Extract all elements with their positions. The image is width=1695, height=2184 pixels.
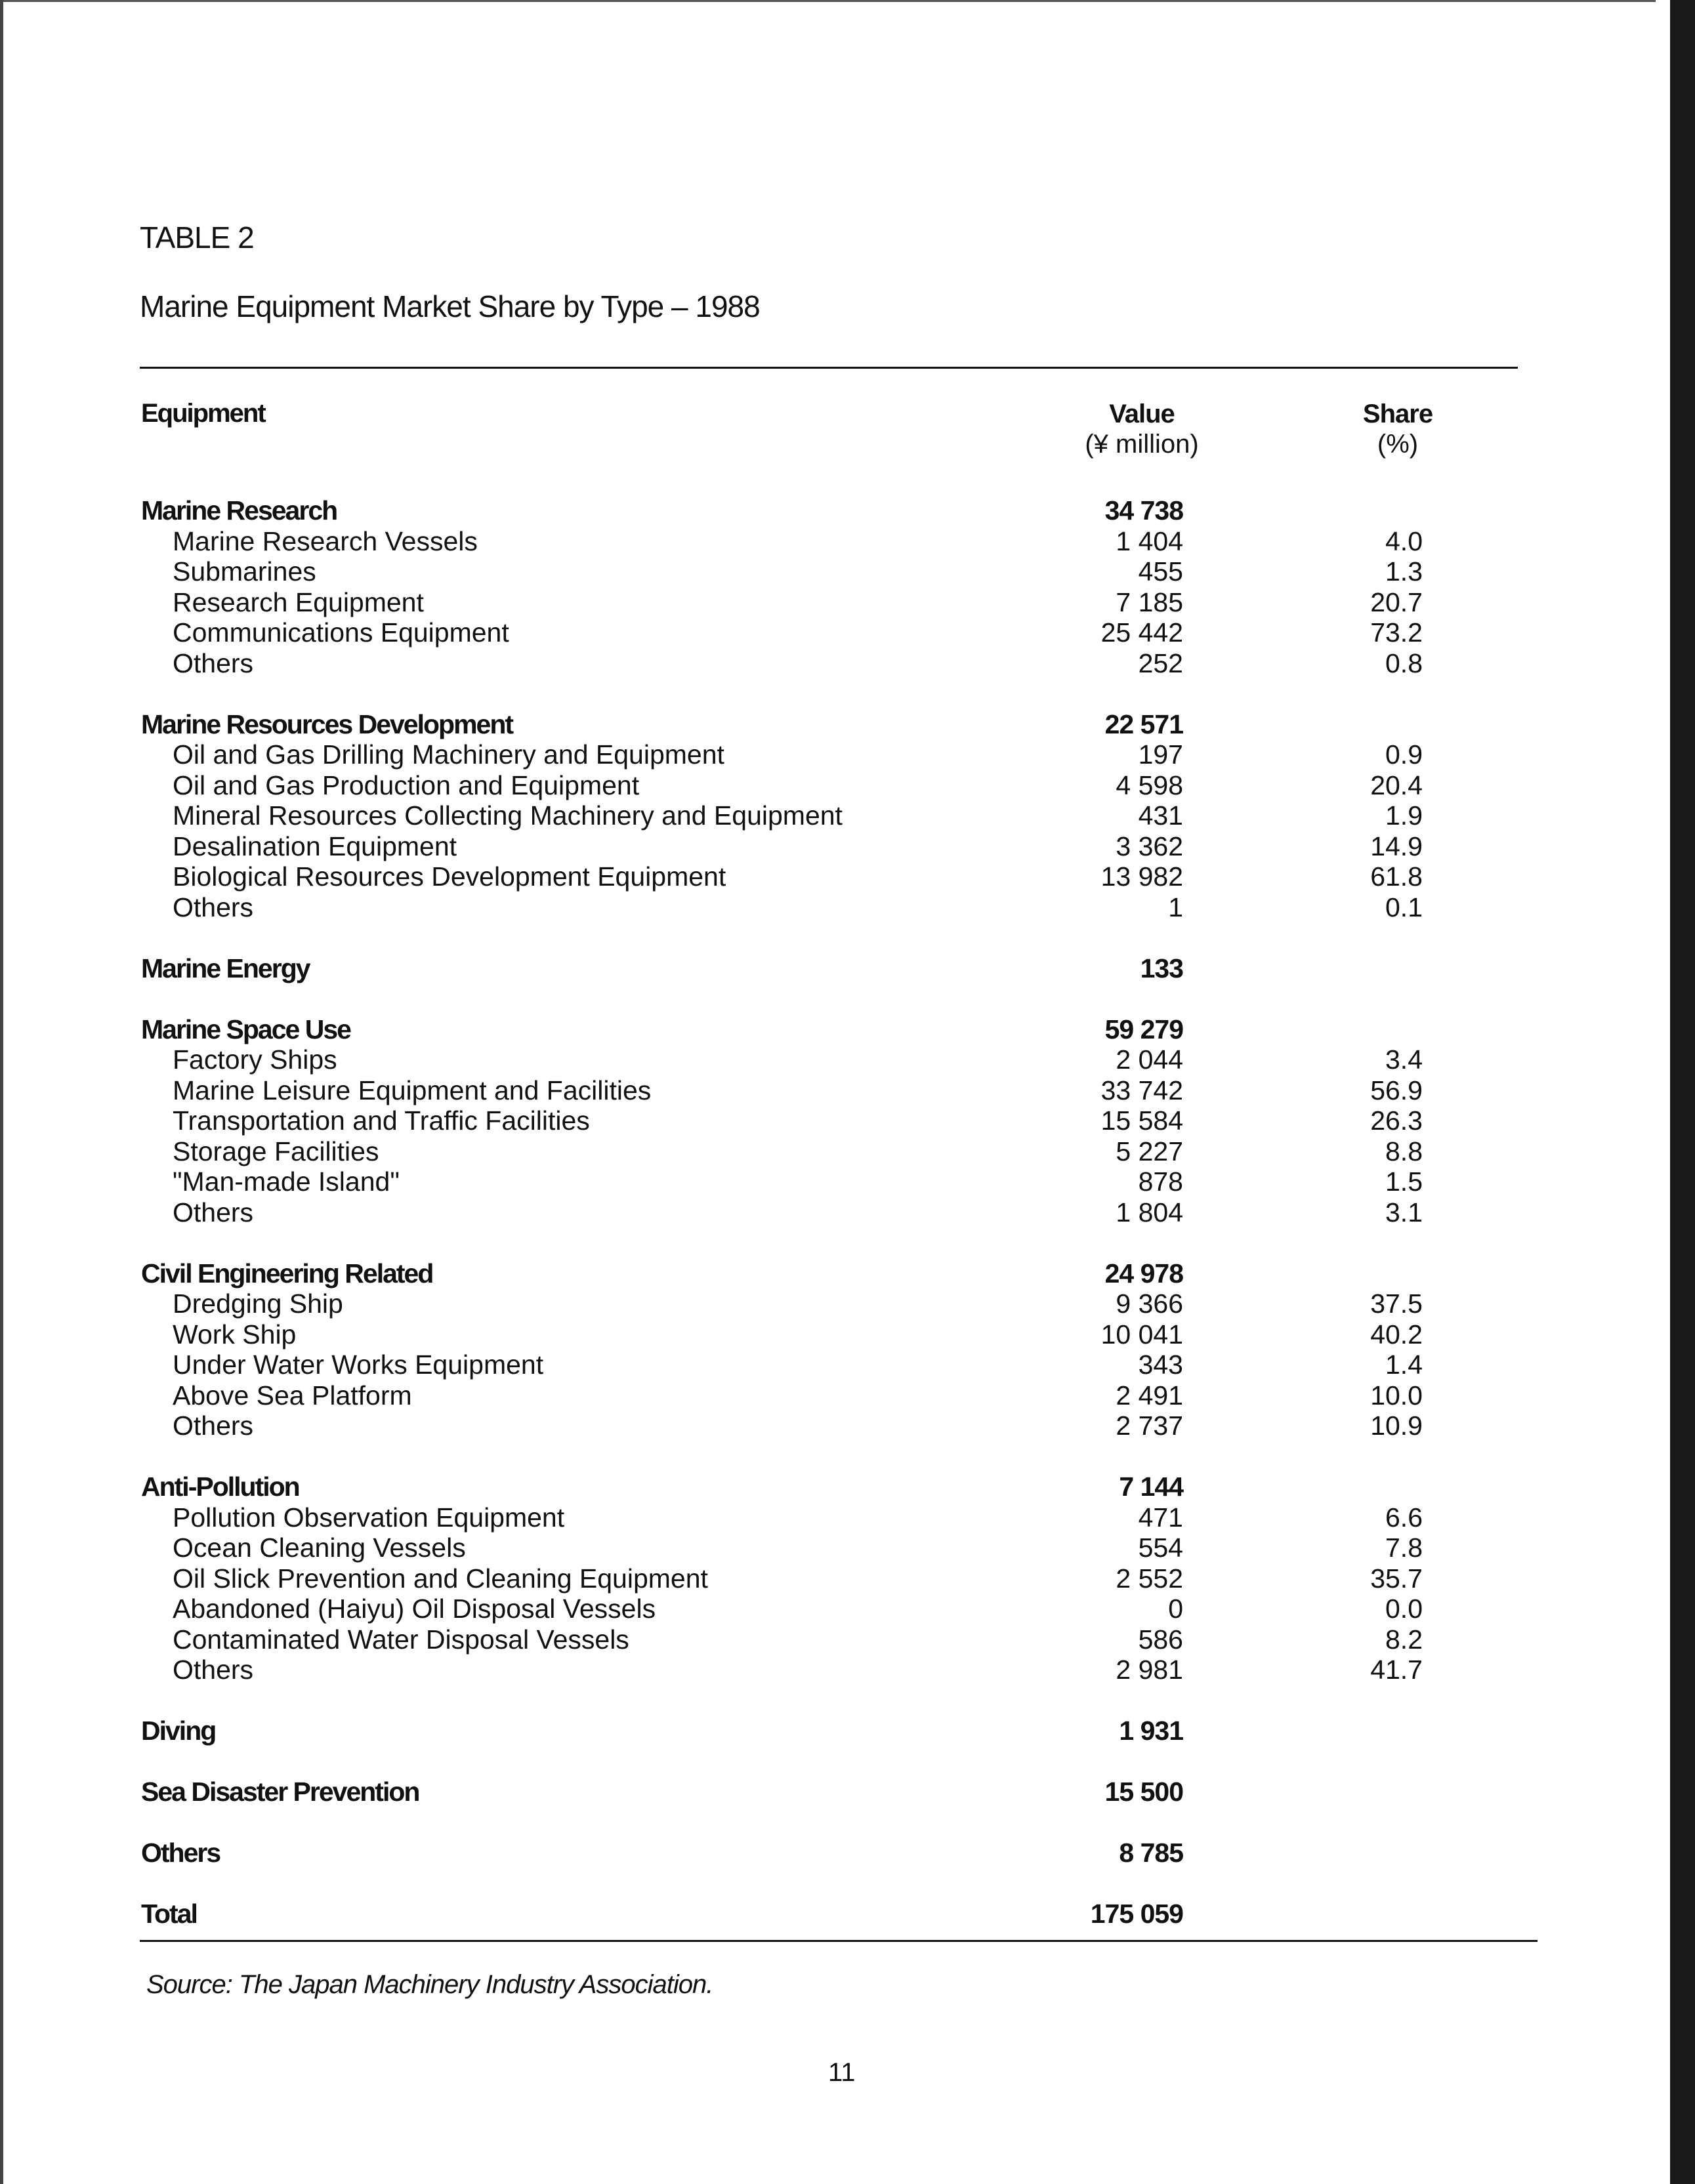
item-value: 431 (1138, 800, 1183, 831)
item-share: 1.3 (1385, 556, 1423, 587)
table-row (0, 1044, 1695, 1075)
table-row (0, 770, 1695, 801)
table-row (0, 1533, 1695, 1563)
category-value: 59 279 (1104, 1014, 1183, 1044)
item-name: Contaminated Water Disposal Vessels (173, 1624, 629, 1655)
category-name: Marine Energy (141, 953, 310, 983)
category-row (0, 1716, 1695, 1746)
table-title: Marine Equipment Market Share by Type – 1988 (140, 289, 760, 323)
item-value: 2 491 (1116, 1380, 1183, 1411)
item-name: Research Equipment (173, 587, 424, 617)
item-share: 1.5 (1385, 1166, 1423, 1197)
item-value: 10 041 (1100, 1319, 1183, 1350)
item-share: 8.2 (1385, 1624, 1423, 1655)
category-row (0, 709, 1695, 740)
item-share: 14.9 (1370, 831, 1423, 861)
item-name: Desalination Equipment (173, 831, 457, 861)
item-value: 33 742 (1100, 1075, 1183, 1105)
table-row (0, 1655, 1695, 1685)
item-name: Mineral Resources Collecting Machinery and Equipment (173, 800, 843, 831)
item-share: 1.9 (1385, 800, 1423, 831)
table-row (0, 556, 1695, 587)
item-share: 41.7 (1370, 1655, 1423, 1685)
item-name: Others (173, 1197, 254, 1227)
item-value: 343 (1138, 1350, 1183, 1380)
table-row (0, 1563, 1695, 1594)
category-value: 8 785 (1119, 1838, 1183, 1868)
group-spacer (0, 1685, 1695, 1716)
group-spacer (0, 983, 1695, 1014)
category-row (0, 1838, 1695, 1868)
table-row (0, 1319, 1695, 1350)
item-value: 2 552 (1116, 1563, 1183, 1594)
item-share: 56.9 (1370, 1075, 1423, 1105)
group-spacer (0, 1807, 1695, 1838)
item-name: Oil Slick Prevention and Cleaning Equipment (173, 1563, 708, 1594)
group-spacer (0, 678, 1695, 709)
item-name: Pollution Observation Equipment (173, 1502, 565, 1533)
table-row (0, 1166, 1695, 1197)
category-row (0, 1777, 1695, 1807)
item-share: 10.0 (1370, 1380, 1423, 1411)
item-name: Oil and Gas Production and Equipment (173, 770, 640, 800)
page-number: 11 (828, 2058, 856, 2087)
item-share: 0.0 (1385, 1594, 1423, 1624)
category-row (0, 1258, 1695, 1289)
item-value: 455 (1138, 556, 1183, 587)
table-row (0, 1136, 1695, 1167)
table-row (0, 1105, 1695, 1136)
value-header-label: Value (1109, 400, 1175, 428)
category-value: 24 978 (1104, 1258, 1183, 1288)
item-share: 20.4 (1370, 770, 1423, 800)
table-row (0, 1350, 1695, 1380)
item-share: 3.4 (1385, 1044, 1423, 1075)
table-row (0, 617, 1695, 648)
item-name: Above Sea Platform (173, 1380, 412, 1411)
category-row (0, 953, 1695, 984)
table-row (0, 739, 1695, 770)
group-spacer (0, 1868, 1695, 1899)
group-spacer (0, 1746, 1695, 1777)
category-name: Diving (141, 1716, 216, 1746)
table-row (0, 1411, 1695, 1441)
item-name: Communications Equipment (173, 617, 509, 648)
item-share: 8.8 (1385, 1136, 1423, 1166)
item-name: Submarines (173, 556, 316, 587)
item-name: Factory Ships (173, 1044, 337, 1075)
market-share-table (0, 495, 1695, 1929)
item-value: 3 362 (1116, 831, 1183, 861)
item-share: 73.2 (1370, 617, 1423, 648)
table-row (0, 1624, 1695, 1655)
item-name: Dredging Ship (173, 1288, 343, 1319)
category-value: 15 500 (1104, 1777, 1183, 1807)
category-value: 22 571 (1104, 709, 1183, 739)
item-value: 1 404 (1116, 525, 1183, 556)
item-value: 252 (1138, 648, 1183, 678)
item-value: 15 584 (1100, 1105, 1183, 1136)
item-value: 2 737 (1116, 1411, 1183, 1441)
table-row (0, 861, 1695, 892)
table-row (0, 1075, 1695, 1106)
item-share: 10.9 (1370, 1411, 1423, 1441)
item-value: 1 (1168, 892, 1183, 922)
scan-edge-top (0, 0, 1695, 2)
total-row (0, 1899, 1695, 1929)
item-share: 37.5 (1370, 1288, 1423, 1319)
item-value: 197 (1138, 739, 1183, 770)
item-name: Ocean Cleaning Vessels (173, 1533, 466, 1563)
table-row (0, 800, 1695, 831)
item-name: Marine Research Vessels (173, 525, 478, 556)
category-name: Others (141, 1838, 220, 1868)
item-share: 61.8 (1370, 861, 1423, 892)
item-share: 0.9 (1385, 739, 1423, 770)
item-value: 1 804 (1116, 1197, 1183, 1227)
item-name: Storage Facilities (173, 1136, 379, 1166)
item-value: 586 (1138, 1624, 1183, 1655)
item-name: Biological Resources Development Equipment (173, 861, 726, 892)
table-row (0, 1197, 1695, 1228)
category-name: Civil Engineering Related (141, 1258, 433, 1288)
item-share: 40.2 (1370, 1319, 1423, 1350)
item-share: 3.1 (1385, 1197, 1423, 1227)
group-spacer (0, 1227, 1695, 1258)
item-name: Abandoned (Haiyu) Oil Disposal Vessels (173, 1594, 656, 1624)
item-value: 2 981 (1116, 1655, 1183, 1685)
item-name: Under Water Works Equipment (173, 1350, 544, 1380)
table-row (0, 1380, 1695, 1411)
value-header-unit: (¥ million) (1085, 430, 1199, 459)
total-value: 175 059 (1090, 1899, 1183, 1929)
category-row (0, 495, 1695, 526)
table-row (0, 892, 1695, 923)
value-column-header (1040, 399, 1244, 459)
item-value: 878 (1138, 1166, 1183, 1197)
table-label: TABLE 2 (140, 220, 254, 255)
item-value: 13 982 (1100, 861, 1183, 892)
category-name: Anti-Pollution (141, 1472, 299, 1502)
item-value: 5 227 (1116, 1136, 1183, 1166)
category-name: Marine Resources Development (141, 709, 513, 739)
item-name: Marine Leisure Equipment and Facilities (173, 1075, 652, 1105)
table-row (0, 1288, 1695, 1319)
category-value: 34 738 (1104, 495, 1183, 525)
table-row (0, 831, 1695, 862)
category-value: 1 931 (1119, 1716, 1183, 1746)
category-name: Marine Space Use (141, 1014, 350, 1044)
bottom-rule (140, 1940, 1538, 1942)
item-value: 554 (1138, 1533, 1183, 1563)
table-row (0, 1594, 1695, 1624)
item-value: 4 598 (1116, 770, 1183, 800)
item-share: 0.8 (1385, 648, 1423, 678)
table-row (0, 526, 1695, 557)
source-note: Source: The Japan Machinery Industry Association. (146, 1970, 713, 1999)
item-share: 35.7 (1370, 1563, 1423, 1594)
equipment-column-header: Equipment (141, 399, 265, 428)
item-share: 6.6 (1385, 1502, 1423, 1533)
item-value: 471 (1138, 1502, 1183, 1533)
item-share: 7.8 (1385, 1533, 1423, 1563)
total-label: Total (141, 1899, 197, 1929)
item-name: Work Ship (173, 1319, 297, 1350)
category-row (0, 1014, 1695, 1045)
item-value: 9 366 (1116, 1288, 1183, 1319)
item-share: 26.3 (1370, 1105, 1423, 1136)
table-row (0, 587, 1695, 618)
item-share: 20.7 (1370, 587, 1423, 617)
category-value: 133 (1140, 953, 1183, 983)
item-value: 7 185 (1116, 587, 1183, 617)
group-spacer (0, 1441, 1695, 1472)
category-row (0, 1472, 1695, 1502)
item-name: Oil and Gas Drilling Machinery and Equipment (173, 739, 724, 770)
category-name: Sea Disaster Prevention (141, 1777, 419, 1807)
item-value: 2 044 (1116, 1044, 1183, 1075)
category-name: Marine Research (141, 495, 337, 525)
item-name: "Man-made Island" (173, 1166, 400, 1197)
share-column-header (1332, 399, 1463, 459)
share-header-label: Share (1362, 400, 1433, 428)
item-value: 0 (1168, 1594, 1183, 1624)
table-row (0, 1502, 1695, 1533)
table-header (0, 399, 1695, 471)
item-name: Others (173, 892, 254, 922)
category-value: 7 144 (1119, 1472, 1183, 1502)
item-name: Transportation and Traffic Facilities (173, 1105, 590, 1136)
share-header-unit: (%) (1377, 430, 1419, 459)
item-share: 1.4 (1385, 1350, 1423, 1380)
item-share: 4.0 (1385, 525, 1423, 556)
group-spacer (0, 922, 1695, 953)
item-value: 25 442 (1100, 617, 1183, 648)
item-name: Others (173, 1655, 254, 1685)
item-name: Others (173, 1411, 254, 1441)
item-share: 0.1 (1385, 892, 1423, 922)
table-row (0, 648, 1695, 679)
top-rule (140, 367, 1518, 369)
item-name: Others (173, 648, 254, 678)
